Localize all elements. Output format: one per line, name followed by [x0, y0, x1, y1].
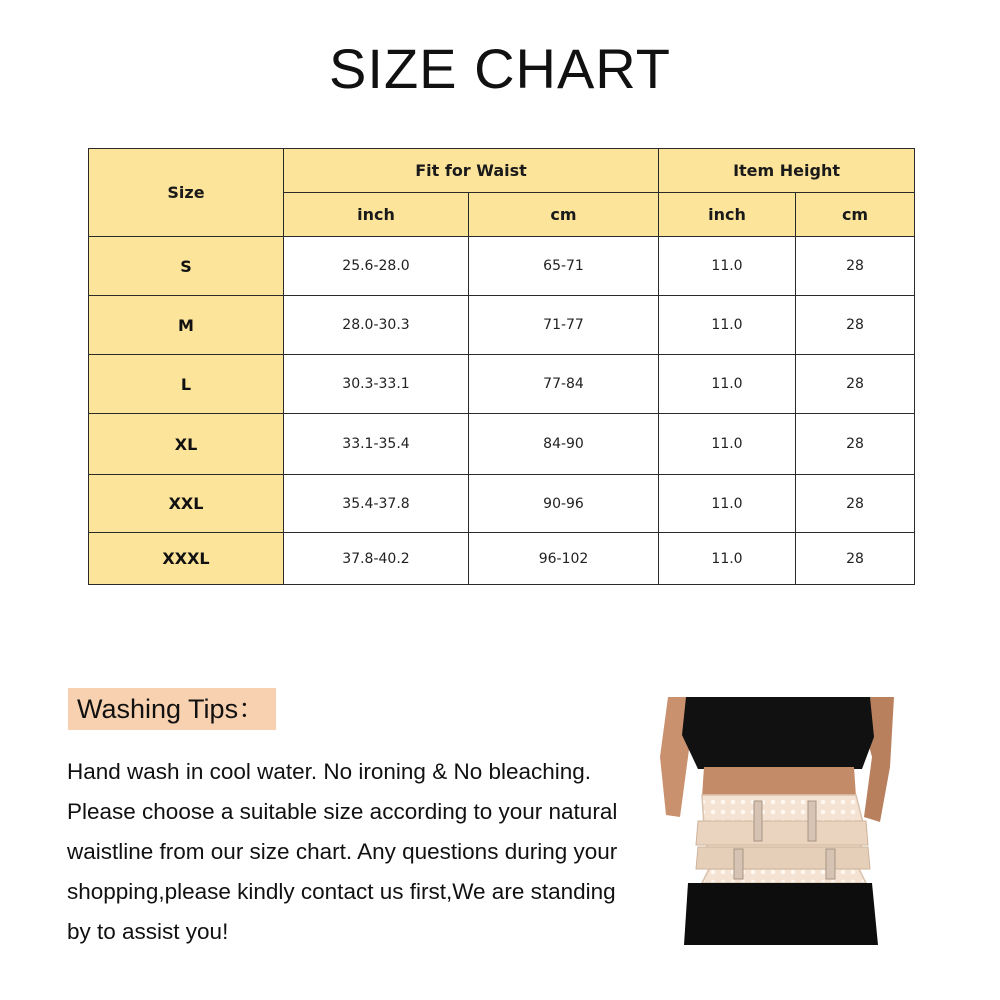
waist-inch-cell: 30.3-33.1 [284, 355, 469, 414]
size-cell: XXL [89, 475, 284, 533]
height-cm-cell: 28 [796, 414, 915, 475]
washing-tips-line: Hand wash in cool water. No ironing & No bleaching. [67, 759, 592, 784]
washing-tips-text [67, 752, 667, 952]
height-inch-cell: 11.0 [659, 237, 796, 296]
table-row [89, 475, 915, 533]
page-title: SIZE CHART [329, 37, 671, 100]
size-cell: S [89, 237, 284, 296]
size-chart-table [88, 148, 915, 585]
size-cell: XXXL [89, 533, 284, 585]
waist-cm-cell: 71-77 [469, 296, 659, 355]
height-inch-cell: 11.0 [659, 533, 796, 585]
waist-cm-cell: 90-96 [469, 475, 659, 533]
waist-trainer-product-image [658, 697, 896, 945]
height-cm-header: cm [796, 193, 915, 237]
table-row [89, 414, 915, 475]
table-row [89, 533, 915, 585]
waist-inch-header: inch [284, 193, 469, 237]
item-height-header: Item Height [659, 149, 915, 193]
size-cell: L [89, 355, 284, 414]
washing-tips-label: Washing Tips： [68, 688, 276, 730]
waist-inch-cell: 37.8-40.2 [284, 533, 469, 585]
waist-inch-cell: 28.0-30.3 [284, 296, 469, 355]
waist-cm-cell: 77-84 [469, 355, 659, 414]
size-column-header: Size [89, 149, 284, 237]
height-inch-cell: 11.0 [659, 296, 796, 355]
waist-inch-cell: 33.1-35.4 [284, 414, 469, 475]
washing-tips-line: waistline from our size chart. Any questions during your [67, 839, 618, 864]
table-row [89, 296, 915, 355]
washing-tips-line: by to assist you! [67, 919, 229, 944]
waist-inch-cell: 25.6-28.0 [284, 237, 469, 296]
waist-cm-cell: 65-71 [469, 237, 659, 296]
waist-cm-cell: 84-90 [469, 414, 659, 475]
height-inch-cell: 11.0 [659, 355, 796, 414]
table-row [89, 237, 915, 296]
height-cm-cell: 28 [796, 296, 915, 355]
height-inch-cell: 11.0 [659, 414, 796, 475]
waist-cm-header: cm [469, 193, 659, 237]
table-row [89, 355, 915, 414]
waist-cm-cell: 96-102 [469, 533, 659, 585]
height-cm-cell: 28 [796, 533, 915, 585]
height-cm-cell: 28 [796, 475, 915, 533]
waist-inch-cell: 35.4-37.8 [284, 475, 469, 533]
height-cm-cell: 28 [796, 237, 915, 296]
washing-tips-line: Please choose a suitable size according to your natural [67, 799, 618, 824]
fit-for-waist-header: Fit for Waist [284, 149, 659, 193]
height-inch-header: inch [659, 193, 796, 237]
height-inch-cell: 11.0 [659, 475, 796, 533]
height-cm-cell: 28 [796, 355, 915, 414]
size-cell: M [89, 296, 284, 355]
size-cell: XL [89, 414, 284, 475]
washing-tips-line: shopping,please kindly contact us first,We are standing [67, 879, 616, 904]
